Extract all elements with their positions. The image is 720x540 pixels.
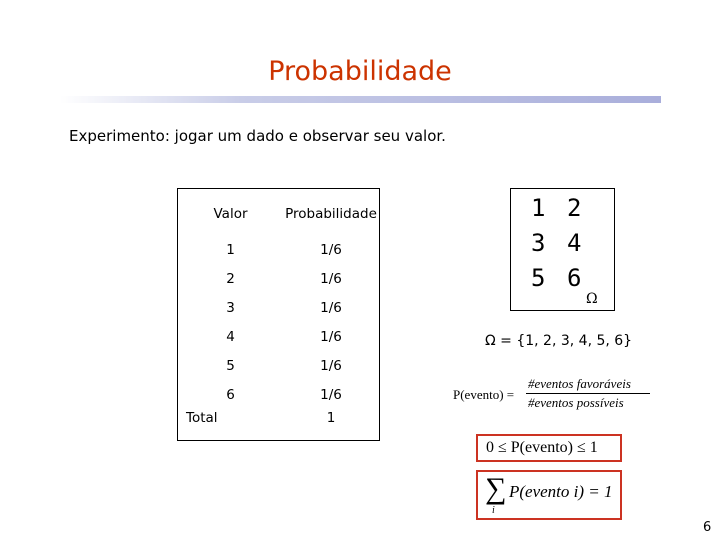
table-row (178, 380, 380, 409)
sample-space-box (510, 188, 615, 311)
omega-label: Ω (586, 291, 598, 307)
table-row (178, 351, 380, 380)
cell-probability: 1/6 (320, 270, 342, 287)
cell-probability: 1/6 (320, 299, 342, 316)
cell-value: 2 (226, 270, 235, 287)
table-row (178, 293, 380, 322)
fraction-line (526, 393, 650, 394)
table-total-row (178, 409, 380, 441)
title-underline-bar (60, 96, 661, 103)
die-face-2: 2 (567, 194, 582, 222)
cell-probability: 1/6 (320, 386, 342, 403)
header-probabilidade: Probabilidade (285, 206, 377, 222)
cell-value: 3 (226, 299, 235, 316)
cell-value: 6 (226, 386, 235, 403)
die-face-1: 1 (531, 194, 546, 222)
experiment-description: Experimento: jogar um dado e observar seu valor. (69, 127, 446, 145)
probability-bounds-box: 0 ≤ P(evento) ≤ 1 (476, 434, 622, 462)
page-number: 6 (703, 520, 712, 535)
sum-index: i (492, 505, 495, 516)
formula-numerator: #eventos favoráveis (528, 376, 631, 391)
die-face-5: 5 (531, 264, 546, 292)
total-label: Total (186, 410, 218, 426)
die-face-6: 6 (567, 264, 582, 292)
total-value: 1 (326, 410, 336, 426)
cell-probability: 1/6 (320, 357, 342, 374)
die-face-3: 3 (531, 229, 546, 257)
sample-space-set: Ω = {1, 2, 3, 4, 5, 6} (485, 333, 633, 349)
table-row (178, 322, 380, 351)
header-valor: Valor (213, 206, 248, 222)
table-row (178, 264, 380, 293)
formula-lhs: P(evento) = (453, 387, 515, 402)
table-header-row (178, 189, 380, 236)
sigma-icon: ∑ (485, 472, 507, 505)
cell-probability: 1/6 (320, 328, 342, 345)
cell-value: 4 (226, 328, 235, 345)
table-row (178, 235, 380, 264)
cell-probability: 1/6 (320, 241, 342, 258)
probability-sum-box (476, 470, 622, 520)
cell-value: 5 (226, 357, 235, 374)
sum-expression: P(evento i) = 1 (509, 482, 613, 501)
probability-table (177, 188, 380, 441)
cell-value: 1 (226, 241, 235, 258)
page-title: Probabilidade (268, 56, 452, 87)
die-face-4: 4 (567, 229, 582, 257)
formula-denominator: #eventos possíveis (528, 395, 624, 410)
